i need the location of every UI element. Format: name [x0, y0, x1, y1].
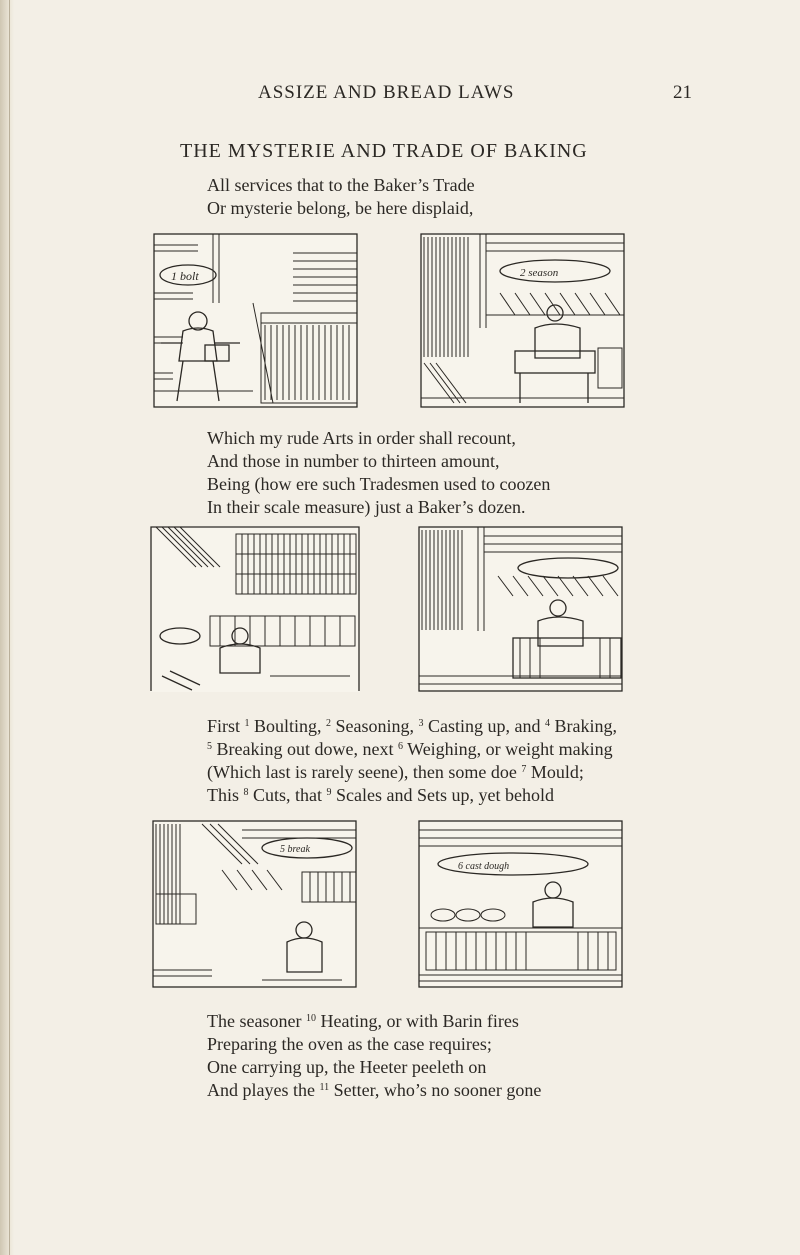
verse-line: Which my rude Arts in order shall recount, [207, 428, 516, 448]
plate-label: 2 season [520, 267, 559, 279]
plate-label: 6 cast dough [458, 861, 510, 872]
verse-line: One carrying up, the Heeter peeleth on [207, 1057, 487, 1077]
verse-line: (Which last is rarely seene), then some doe $^7$ Mould; [207, 762, 584, 782]
footnote-number: 9 [326, 787, 332, 798]
footnote-number: 11 [319, 1082, 330, 1093]
running-head: ASSIZE AND BREAD LAWS [258, 82, 515, 103]
verse-line: Being (how ere such Tradesmen used to coozen [207, 474, 551, 494]
plate-label: 5 break [280, 844, 310, 855]
footnote-number: 5 [207, 741, 212, 752]
stanza-3 [207, 715, 617, 807]
footnote-number: 2 [326, 718, 332, 729]
verse-line: In their scale measure) just a Baker’s dozen. [207, 497, 526, 517]
illustration-weighing [418, 820, 623, 988]
footnote-number: 3 [418, 718, 424, 729]
illustration-casting-up [150, 526, 360, 692]
illustration-braking [418, 526, 623, 692]
footnote-number: 6 [397, 741, 403, 752]
verse-line: And those in number to thirteen amount, [207, 451, 500, 471]
footnote-number: 1 [244, 718, 250, 729]
verse-line: Preparing the oven as the case requires; [207, 1034, 492, 1054]
verse-line: The seasoner $^{10}$ Heating, or with Barin fires [207, 1011, 519, 1031]
section-title: THE MYSTERIE AND TRADE OF BAKING [180, 140, 588, 162]
illustration-seasoning [420, 233, 625, 408]
plate-label: 1 bolt [171, 269, 199, 283]
page-gutter-shadow [0, 0, 14, 1255]
page-edge-rule [9, 0, 10, 1255]
stanza-2 [207, 427, 550, 519]
footnote-number: 4 [545, 718, 551, 729]
footnote-number: 10 [305, 1013, 316, 1024]
illustration-boulting [153, 233, 358, 408]
verse-line: Or mysterie belong, be here displaid, [207, 198, 474, 218]
page-number: 21 [673, 82, 692, 103]
stanza-1 [207, 174, 475, 220]
illustration-breaking-out-dough [152, 820, 357, 988]
stanza-4 [207, 1010, 541, 1102]
verse-line: $^5$ Breaking out dowe, next $^6$ Weighing, or weight making [207, 739, 613, 759]
verse-line: This $^8$ Cuts, that $^9$ Scales and Sets up, yet behold [207, 785, 554, 805]
verse-line: All services that to the Baker’s Trade [207, 175, 475, 195]
verse-line: First $^1$ Boulting, $^2$ Seasoning, $^3$ Casting up, and $^4$ Braking, [207, 716, 618, 736]
verse-line: And playes the $^{11}$ Setter, who’s no sooner gone [207, 1080, 542, 1100]
footnote-number: 7 [521, 764, 527, 775]
footnote-number: 8 [243, 787, 249, 798]
